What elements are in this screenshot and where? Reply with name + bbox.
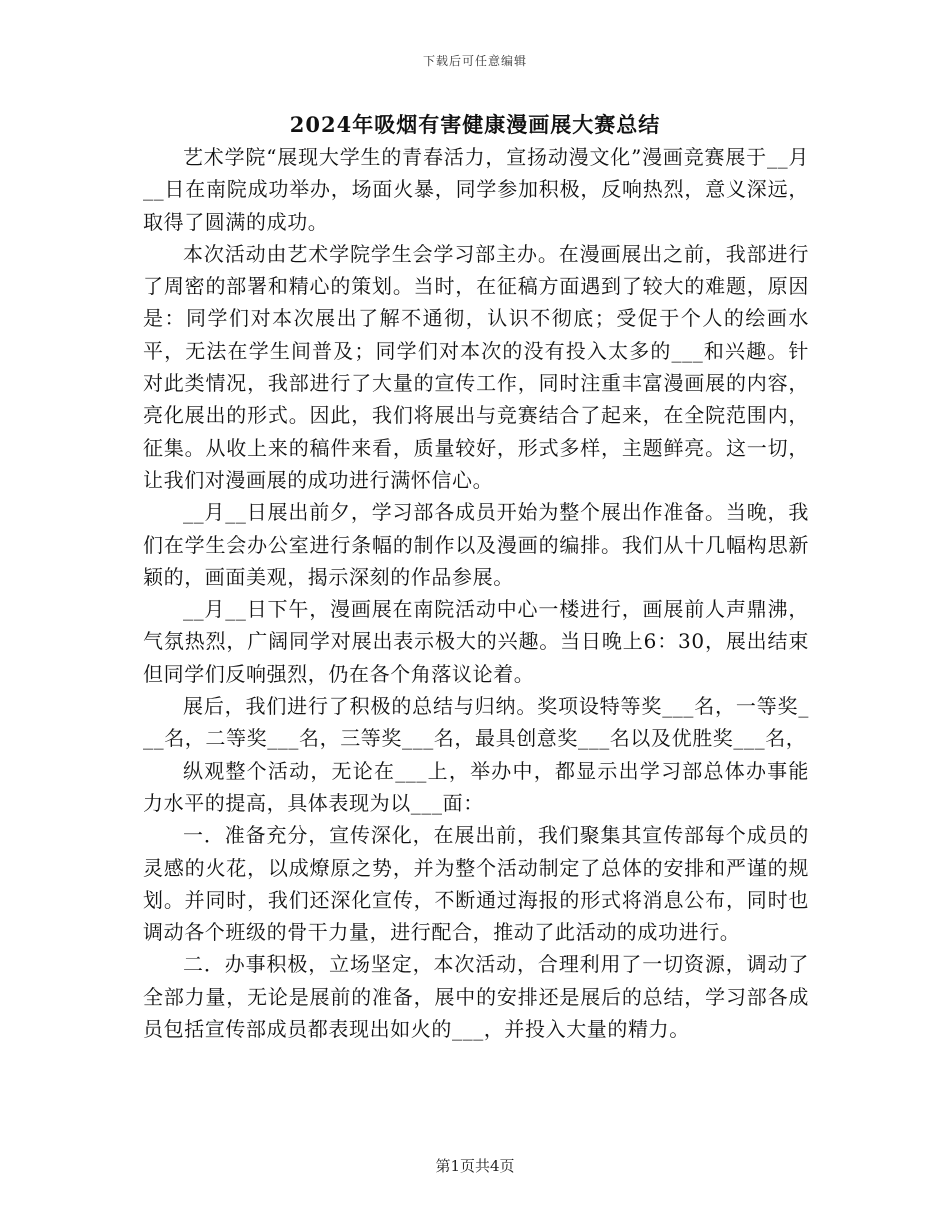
document-body: [143, 141, 809, 1045]
paragraph-overview: 纵观整个活动，无论在___上，举办中，都显示出学习部总体办事能力水平的提高，具体表现为以___面：: [143, 758, 809, 815]
paragraph-point-two: 二．办事积极，立场坚定，本次活动，合理利用了一切资源，调动了全部力量，无论是展前的准备，展中的安排还是展后的总结，学习部各成员包括宣传部成员都表现出如火的___，并投入大量的精力。: [143, 952, 809, 1042]
paragraph-awards: 展后，我们进行了积极的总结与归纳。奖项设特等奖___名，一等奖___名，二等奖___名，三等奖___名，最具创意奖___名以及优胜奖___名，: [143, 694, 809, 751]
paragraph-intro: 艺术学院“展现大学生的青春活力，宣扬动漫文化”漫画竞赛展于__月__日在南院成功举办，场面火暴，同学参加积极，反响热烈，意义深远，取得了圆满的成功。: [143, 145, 809, 234]
paragraph-organization: 本次活动由艺术学院学生会学习部主办。在漫画展出之前，我部进行了周密的部署和精心的策划。当时，在征稿方面遇到了较大的难题，原因是：同学们对本次展出了解不通彻，认识不彻底；受促于个人的绘画水平，无法在学生间普及；同学们对本次的没有投入太多的___和兴趣。针对此类情况，我部进行了大量的宣传工作，同时注重丰富漫画展的内容，亮化展出的形式。因此，我们将展出与竞赛结合了起来，在全院范围内，征集。从收上来的稿件来看，质量较好，形式多样，主题鲜亮。这一切，让我们对漫画展的成功进行满怀信心。: [143, 241, 809, 492]
paragraph-point-one: 一．准备充分，宣传深化，在展出前，我们聚集其宣传部每个成员的灵感的火花，以成燎原之势，并为整个活动制定了总体的安排和严谨的规划。并同时，我们还深化宣传，不断通过海报的形式将消息公布，同时也调动各个班级的骨干力量，进行配合，推动了此活动的成功进行。: [143, 823, 809, 945]
document-title: 2024年吸烟有害健康漫画展大赛总结: [289, 112, 661, 137]
page-number: 第1页共4页: [435, 1157, 515, 1175]
page-header-note: 下载后可任意编辑: [422, 54, 527, 68]
paragraph-exhibition: __月__日下午，漫画展在南院活动中心一楼进行，画展前人声鼎沸，气氛热烈，广阔同学对展出表示极大的兴趣。当日晚上6：30，展出结束但同学们反响强烈，仍在各个角落议论着。: [143, 597, 809, 686]
paragraph-preparation: __月__日展出前夕，学习部各成员开始为整个展出作准备。当晚，我们在学生会办公室进行条幅的制作以及漫画的编排。我们从十几幅构思新颖的，画面美观，揭示深刻的作品参展。: [143, 500, 809, 589]
